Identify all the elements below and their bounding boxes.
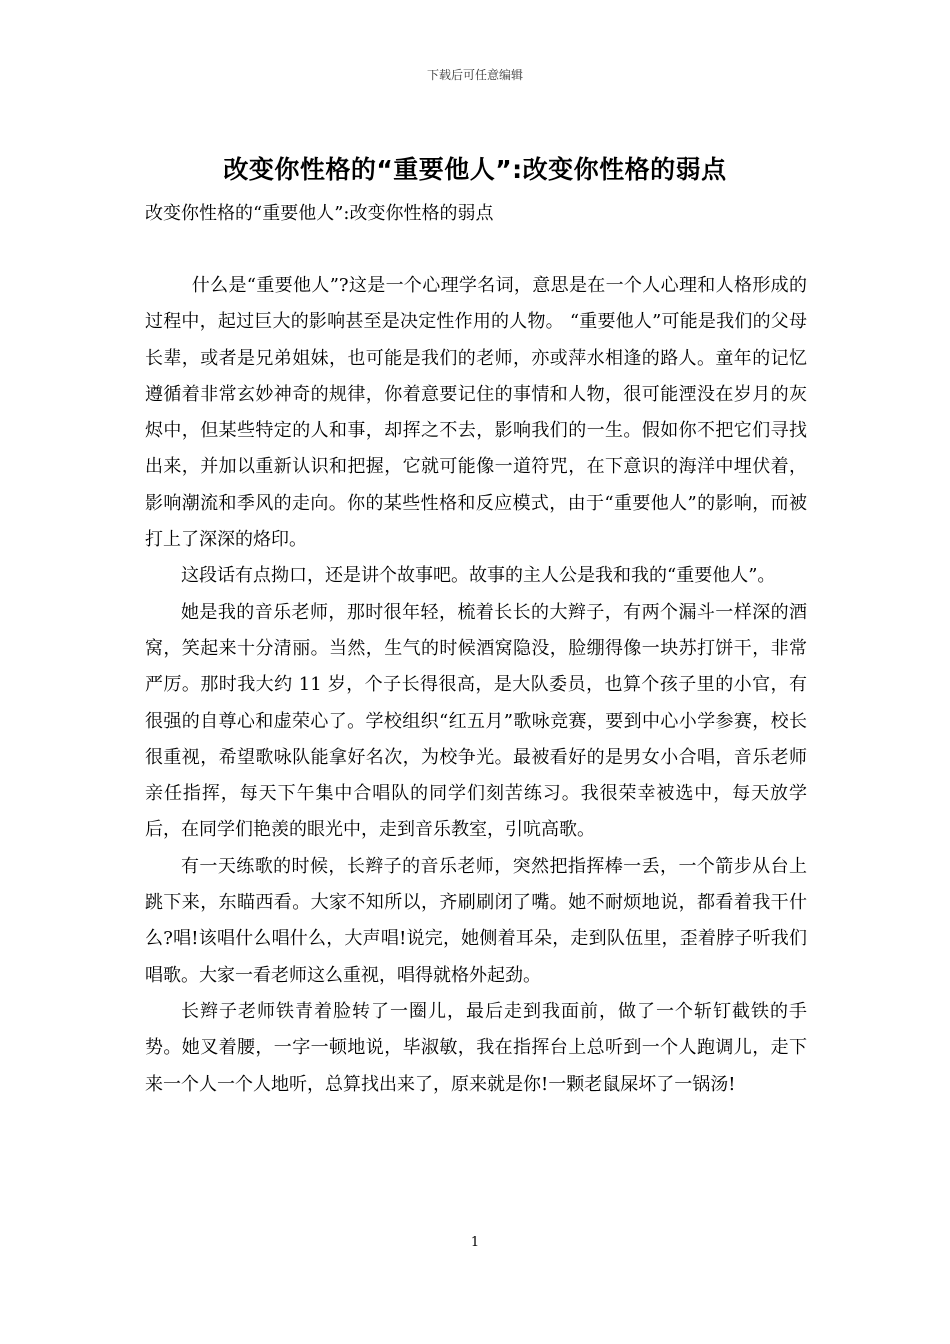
- paragraph: 长辫子老师铁青着脸转了一圈儿，最后走到我面前，做了一个斩钉截铁的手势。她叉着腰，一字一顿地说，毕淑敏，我在指挥台上总听到一个人跑调儿，走下来一个人一个人地听，总算找出来了，原来就是你!一颗老鼠屎坏了一锅汤!: [145, 1000, 807, 1095]
- document-subtitle: 改变你性格的“重要他人”:改变你性格的弱点: [145, 203, 494, 224]
- page-number: 1: [470, 1235, 480, 1250]
- document-body: [145, 268, 807, 1103]
- page-header: 下载后可任意编辑: [426, 68, 523, 82]
- paragraph: 什么是“重要他人”?这是一个心理学名词，意思是在一个人心理和人格形成的过程中，起过巨大的影响甚至是决定性作用的人物。 “重要他人”可能是我们的父母长辈，或者是兄弟姐妹，也可能是我们的老师，亦或萍水相逢的路人。童年的记忆遵循着非常玄妙神奇的规律，你着意要记住的事情和人物，很可能湮没在岁月的灰烬中，但某些特定的人和事，却挥之不去，影响我们的一生。假如你不把它们寻找出来，并加以重新认识和把握，它就可能像一道符咒，在下意识的海洋中埋伏着，影响潮流和季风的走向。你的某些性格和反应模式，由于“重要他人”的影响，而被打上了深深的烙印。: [145, 275, 807, 551]
- paragraph: 这段话有点拗口，还是讲个故事吧。故事的主人公是我和我的“重要他人”。: [181, 565, 776, 587]
- document-title: 改变你性格的“重要他人”:改变你性格的弱点: [223, 155, 727, 184]
- paragraph: 有一天练歌的时候，长辫子的音乐老师，突然把指挥棒一丢，一个箭步从台上跳下来，东瞄西看。大家不知所以，齐刷刷闭了嘴。她不耐烦地说，都看着我干什么?唱!该唱什么唱什么，大声唱!说完，她侧着耳朵，走到队伍里，歪着脖子听我们唱歌。大家一看老师这么重视，唱得就格外起劲。: [145, 855, 807, 986]
- paragraph: 她是我的音乐老师，那时很年轻，梳着长长的大辫子，有两个漏斗一样深的酒窝，笑起来十分清丽。当然，生气的时候酒窝隐没，脸绷得像一块苏打饼干，非常严厉。那时我大约 11 岁，个子长得很高，是大队委员，也算个孩子里的小官，有很强的自尊心和虚荣心了。学校组织“红五月”歌咏竞赛，要到中心小学参赛，校长很重视，希望歌咏队能拿好名次，为校争光。最被看好的是男女小合唱，音乐老师亲任指挥，每天下午集中合唱队的同学们刻苦练习。我很荣幸被选中，每天放学后，在同学们艳羡的眼光中，走到音乐教室，引吭高歌。: [145, 601, 807, 841]
